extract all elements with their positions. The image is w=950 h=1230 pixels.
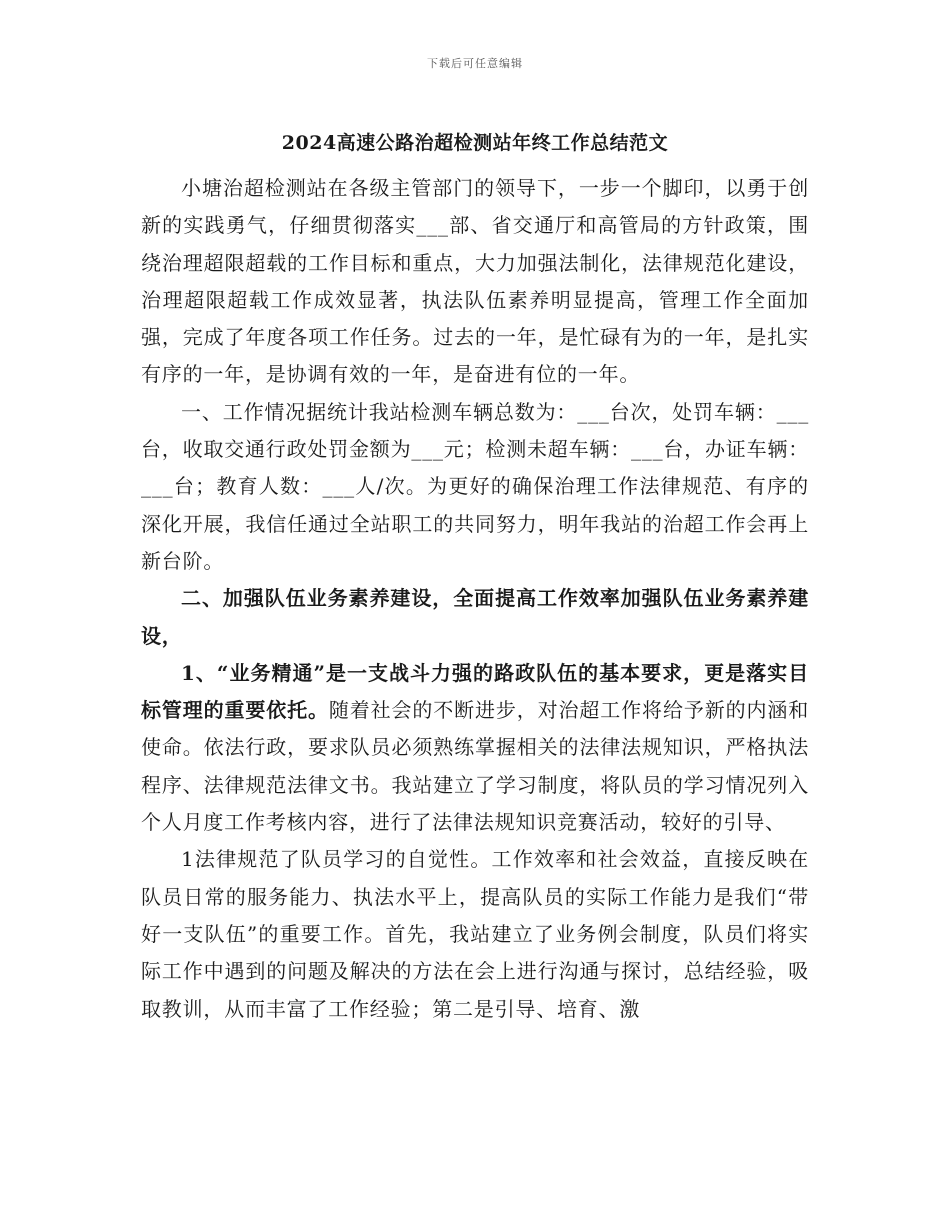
paragraph-work-efficiency: 1法律规范了队员学习的自觉性。工作效率和社会效益，直接反映在队员日常的服务能力、执法水平上，提高队员的实际工作能力是我们“带好一支队伍”的重要工作。首先，我站建立了业务例会制度，队员们将实际工作中遇到的问题及解决的方法在会上进行沟通与探讨，总结经验，吸取教训，从而丰富了工作经验；第二是引导、培育、激	[141, 847, 809, 1021]
paragraph-work-status: 一、工作情况据统计我站检测车辆总数为：___台次，处罚车辆：___台，收取交通行政处罚金额为___元；检测未超车辆：___台，办证车辆：___台；教育人数：___人/次。为更好的确保治理工作法律规范、有序的深化开展，我信任通过全站职工的共同努力，明年我站的治超工作会再上新台阶。	[141, 399, 809, 573]
paragraph-intro: 小塘治超检测站在各级主管部门的领导下，一步一个脚印，以勇于创新的实践勇气，仔细贯彻落实___部、省交通厅和高管局的方针政策，围绕治理超限超载的工作目标和重点，大力加强法制化，法律规范化建设，治理超限超载工作成效显著，执法队伍素养明显提高，管理工作全面加强，完成了年度各项工作任务。过去的一年，是忙碌有为的一年，是扎实有序的一年，是协调有效的一年，是奋进有位的一年。	[141, 176, 809, 387]
paragraph-business-proficiency	[141, 655, 809, 841]
section-heading-2: 二、加强队伍业务素养建设，全面提高工作效率加强队伍业务素养建设，	[141, 586, 809, 648]
document-title: 2024高速公路治超检测站年终工作总结范文	[281, 132, 669, 154]
header-note: 下载后可任意编辑	[427, 57, 523, 70]
document-body	[141, 170, 809, 1028]
paragraph-body-text: 随着社会的不断进步，对治超工作将给予新的内涵和使命。依法行政，要求队员必须熟练掌握相关的法律法规知识，严格执法程序、法律规范法律文书。我站建立了学习制度，将队员的学习情况列入个人月度工作考核内容，进行了法律法规知识竞赛活动，较好的引导、	[141, 698, 810, 835]
paragraph-lead-bold: 1、“业务精通”是一支战斗力强的路政队伍的基本要求，更是落实目标管理的重要依托。	[141, 660, 809, 723]
